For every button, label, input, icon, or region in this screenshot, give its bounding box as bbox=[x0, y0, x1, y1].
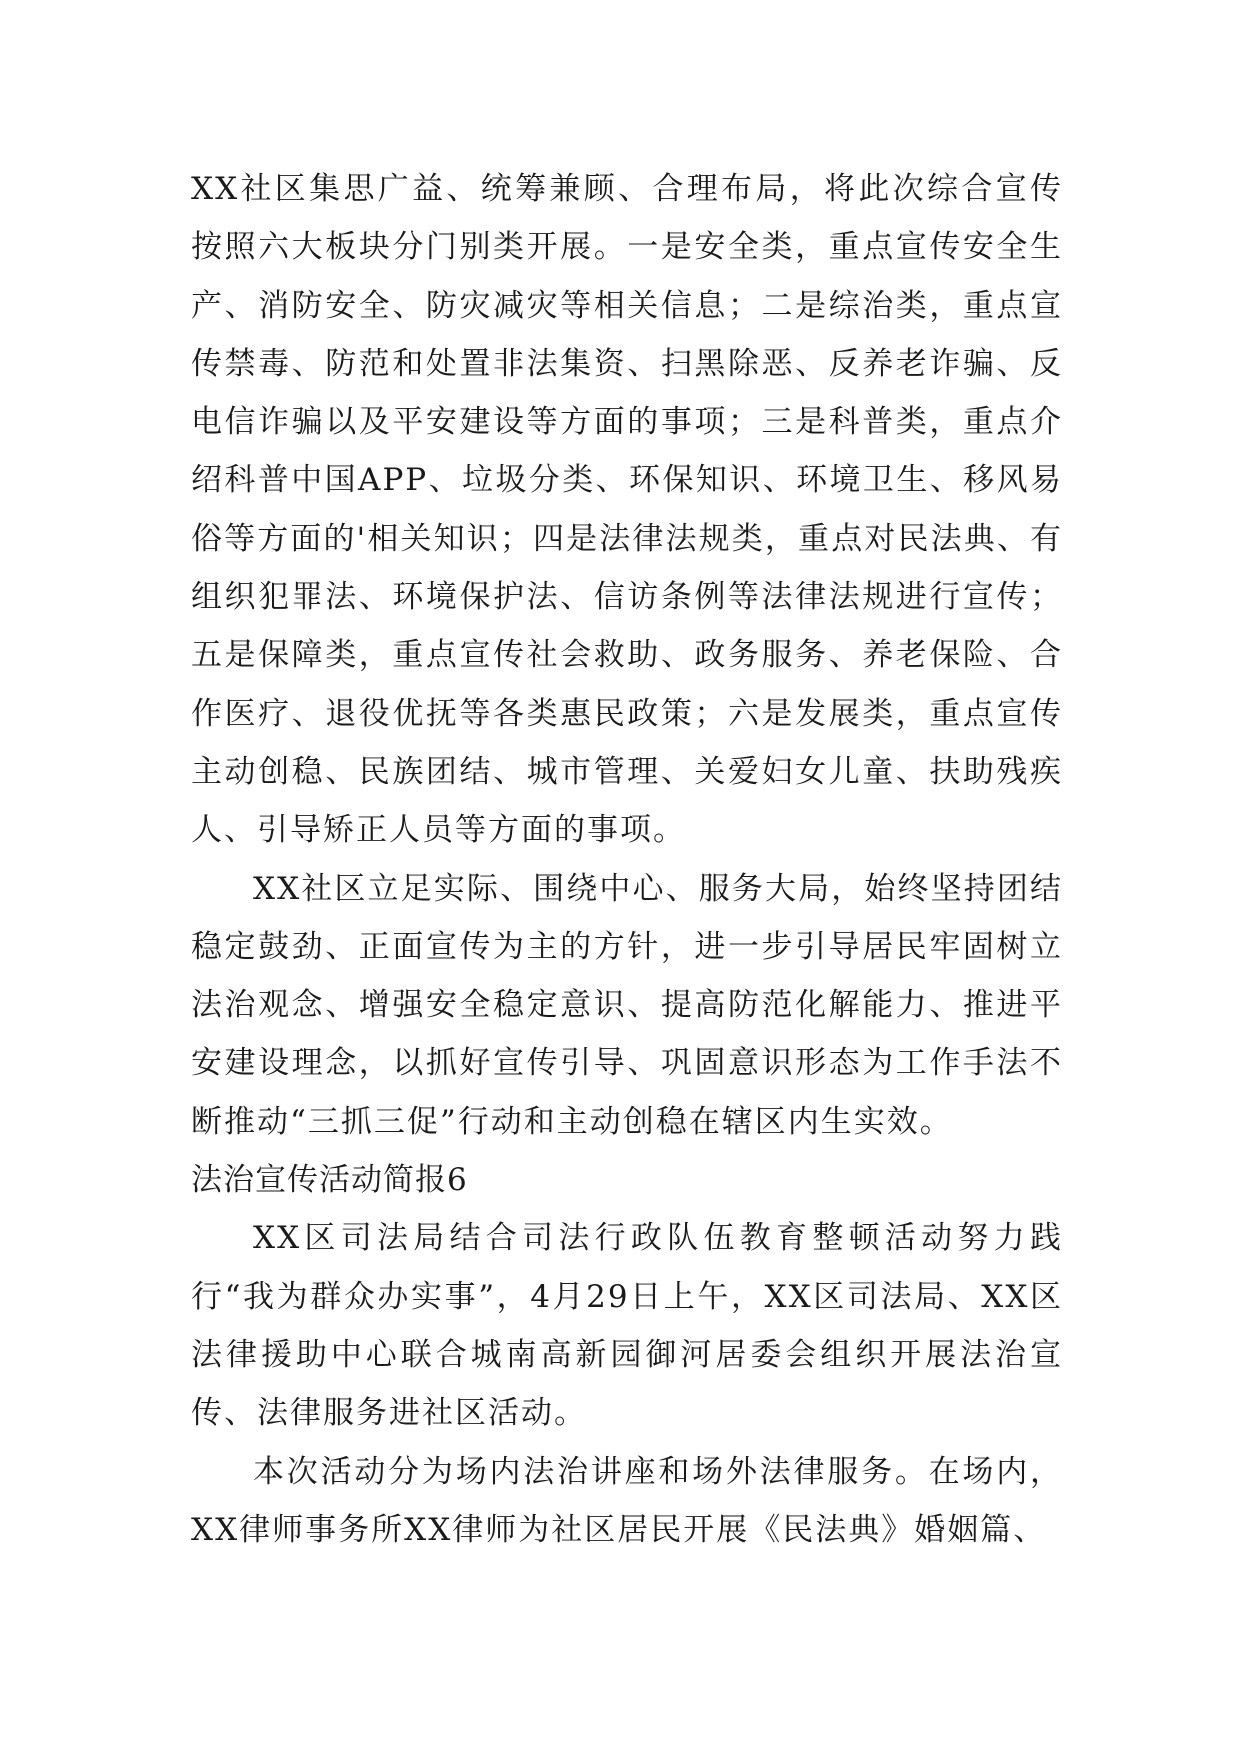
paragraph-lecture-service: 本次活动分为场内法治讲座和场外法律服务。在场内，XX律师事务所XX律师为社区居民开展《民法典》婚姻篇、 bbox=[191, 1453, 1063, 1548]
paragraph-publicity-sections: XX社区集思广益、统筹兼顾、合理布局，将此次综合宣传按照六大板块分门别类开展。一是安全类，重点宣传安全生产、消防安全、防灾减灾等相关信息；二是综治类，重点宣传禁毒、防范和处置非法集资、扫黑除恶、反养老诈骗、反电信诈骗以及平安建设等方面的事项；三是科普类，重点介绍科普中国APP、垃圾分类、环保知识、环境卫生、移风易俗等方面的'相关知识；四是法律法规类，重点对民法典、有组织犯罪法、环境保护法、信访条例等法律法规进行宣传；五是保障类，重点宣传社会救助、政务服务、养老保险、合作医疗、退役优抚等各类惠民政策；六是发展类，重点宣传主动创稳、民族团结、城市管理、关爱妇女儿童、扶助残疾人、引导矫正人员等方面的事项。 bbox=[191, 171, 1063, 849]
section-heading: 法治宣传活动简报6 bbox=[191, 1162, 468, 1199]
paragraph-community-policy: XX社区立足实际、围绕中心、服务大局，始终坚持团结稳定鼓劲、正面宣传为主的方针，进一步引导居民牢固树立法治观念、增强安全稳定意识、提高防范化解能力、推进平安建设理念，以抓好宣传引导、巩固意识形态为工作手法不断推动“三抓三促”行动和主动创稳在辖区内生实效。 bbox=[191, 870, 1063, 1140]
paragraph-justice-bureau-event: XX区司法局结合司法行政队伍教育整顿活动努力践行“我为群众办实事”，4月29日上午，XX区司法局、XX区法律援助中心联合城南高新园御河居委会组织开展法治宣传、法律服务进社区活动。 bbox=[191, 1220, 1063, 1432]
document-body bbox=[191, 160, 1063, 1559]
